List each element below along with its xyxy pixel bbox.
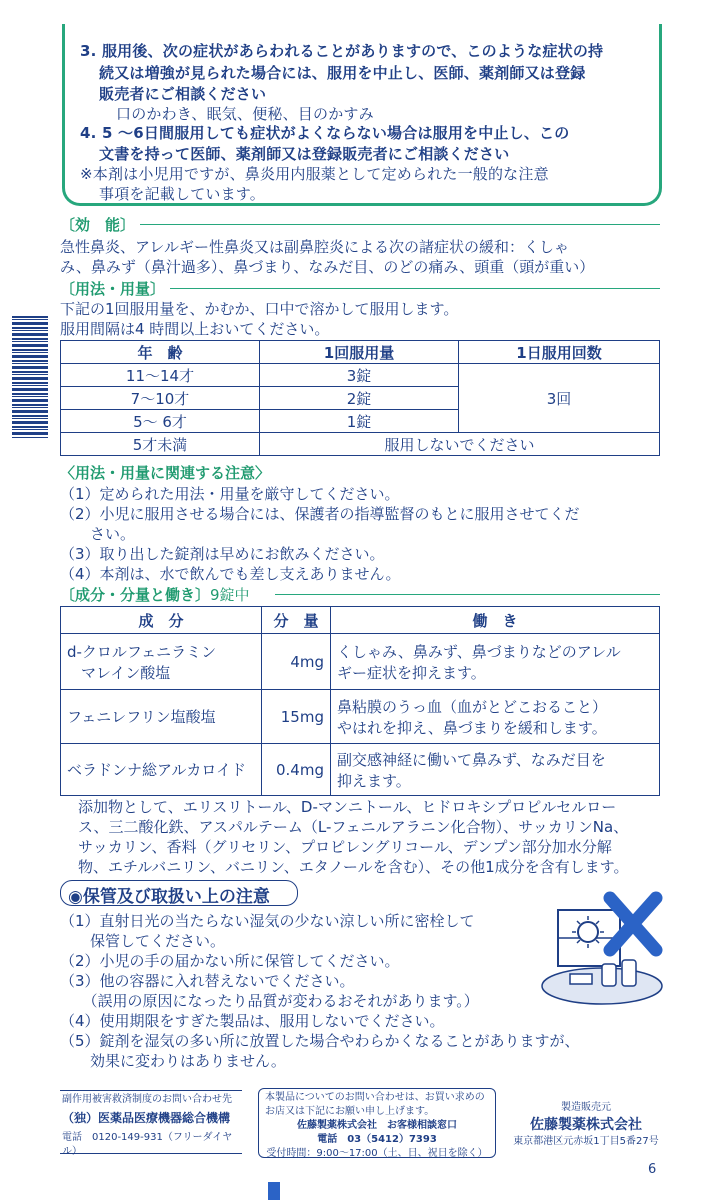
dosage-header-times: 1日服用回数 — [459, 341, 660, 364]
ingredient-action-line: やはれを抑え、鼻づまりを緩和します。 — [337, 718, 607, 737]
ingredient-action-line: くしゃみ、鼻みず、鼻づまりなどのアレル — [337, 642, 621, 661]
warning-item3-line1: 3. 服用後、次の症状があらわれることがありますので、このような症状の持 — [80, 42, 604, 60]
registration-mark — [268, 1182, 280, 1200]
warning-item3-line3: 販売者にご相談ください — [99, 85, 267, 103]
ingredient-name — [61, 744, 262, 796]
ingredients-heading-text: 〔成分・分量と働き〕 — [60, 586, 211, 604]
ingredient-name-line: マレイン酸塩 — [81, 663, 171, 682]
dosage-age-under5: 5才未満 — [61, 433, 260, 456]
ingredients-table — [60, 606, 660, 796]
maker-name: 佐藤製薬株式会社 — [530, 1117, 642, 1133]
ingredient-action-line: 抑えます。 — [337, 771, 411, 790]
storage-heading: ◉保管及び取扱い上の注意 — [68, 887, 270, 907]
ingredient-action-line: 鼻粘膜のうっ血（血がとどこおること） — [337, 697, 608, 716]
additives-line: ス、三二酸化鉄、アスパルテーム（L-フェニルアラニン化合物）、サッカリンNa、 — [78, 818, 629, 836]
dosage-note-line: （1）定められた用法・用量を厳守してください。 — [60, 485, 400, 503]
bottle-icon — [602, 964, 616, 986]
ingredients-header-name: 成 分 — [61, 607, 262, 634]
relief-phone: 電話 0120-149-931（フリーダイヤル） — [62, 1132, 233, 1157]
inquiry-hours: 受付時間：9:00～17:00（土、日、祝日を除く） — [266, 1148, 488, 1159]
dosage-table — [60, 340, 660, 456]
storage-line: 効果に変わりはありません。 — [60, 1052, 286, 1070]
ingredient-amount: 15mg — [262, 690, 331, 744]
inquiry-company: 佐藤製薬株式会社 お客様相談窓口 — [297, 1120, 457, 1131]
dosage-dose: 2錠 — [260, 387, 459, 410]
storage-line: （4）使用期限をすぎた製品は、服用しないでください。 — [60, 1012, 445, 1030]
dosage-age: 7～10才 — [61, 387, 260, 410]
additives-line: サッカリン、香料（グリセリン、プロピレングリコール、デンプン部分加水分解 — [78, 838, 612, 856]
ingredients-heading — [60, 584, 250, 605]
efficacy-line1: 急性鼻炎、アレルギー性鼻炎又は副鼻腔炎による次の諸症状の緩和：くしゃ — [60, 238, 570, 256]
warning-item4-line1: 4. 5 ～6日間服用しても症状がよくならない場合は服用を中止し、この — [80, 124, 570, 142]
storage-line: （誤用の原因になったり品質が変わるおそれがあります。） — [60, 992, 479, 1010]
ingredient-action — [331, 690, 660, 744]
warning-item4-line2: 文書を持って医師、薬剤師又は登録販売者にご相談ください — [99, 145, 510, 163]
warning-item3-line2: 続又は増強が見られた場合には、服用を中止し、医師、薬剤師又は登録 — [99, 64, 586, 82]
barcode — [12, 316, 48, 438]
efficacy-rule — [140, 224, 660, 225]
warning-note-line2: 事項を記載しています。 — [99, 185, 266, 203]
dosage-note-line: （4）本剤は、水で飲んでも差し支えありません。 — [60, 565, 401, 583]
inquiry-box — [258, 1088, 496, 1158]
ingredients-header-action: 働 き — [331, 607, 660, 634]
relief-org: （独）医薬品医療機器総合機構 — [62, 1111, 231, 1125]
dosage-line1: 下記の1回服用量を、かむか、口中で溶かして服用します。 — [60, 300, 459, 318]
dosage-note-line: （2）小児に服用させる場合には、保護者の指導監督のもとに服用させてくだ — [60, 505, 580, 523]
warning-symptoms: 口のかわき、眠気、便秘、目のかすみ — [116, 105, 374, 123]
inquiry-phone: 電話 03（5412）7393 — [317, 1134, 437, 1145]
dosage-dose: 1錠 — [260, 410, 459, 433]
ingredient-action-line: ギー症状を抑えます。 — [337, 663, 486, 682]
warning-note-line1: ※本剤は小児用ですが、鼻炎用内服薬として定められた一般的な注意 — [80, 165, 549, 183]
dosage-age: 11～14才 — [61, 364, 260, 387]
efficacy-heading: 〔効 能〕 — [60, 216, 136, 234]
ingredient-amount: 0.4mg — [262, 744, 331, 796]
dosage-dose: 3錠 — [260, 364, 459, 387]
ingredient-name — [61, 690, 262, 744]
storage-line: （2）小児の手の届かない所に保管してください。 — [60, 952, 400, 970]
ingredient-name-line: d-クロルフェニラミン — [67, 642, 217, 661]
dosage-line2: 服用間隔は4 時間以上おいてください。 — [60, 320, 330, 338]
maker-label: 製造販売元 — [561, 1102, 611, 1113]
ingredient-name-line: フェニレフリン塩酸塩 — [67, 708, 216, 726]
ingredient-action-line: 副交感神経に働いて鼻みず、なみだ目を — [337, 750, 606, 769]
dosage-age: 5～ 6才 — [61, 410, 260, 433]
storage-line: 保管してください。 — [60, 932, 226, 950]
storage-line: （5）錠剤を湿気の多い所に放置した場合やわらかくなることがありますが、 — [60, 1032, 580, 1050]
sun-icon — [578, 922, 598, 942]
dosage-note-line: さい。 — [60, 525, 136, 543]
ingredients-heading-suffix: 9錠中 — [210, 586, 250, 604]
package-icon — [570, 974, 592, 984]
dosage-note-line: （3）取り出した錠剤は早めにお飲みください。 — [60, 545, 385, 563]
additives-line: 添加物として、エリスリトール、D-マンニトール、ヒドロキシプロピルセルロー — [78, 798, 617, 816]
storage-line: （1）直射日光の当たらない湿気の少ない涼しい所に密栓して — [60, 912, 475, 930]
relief-title: 副作用被害救済制度のお問い合わせ先 — [62, 1094, 232, 1105]
ingredients-header-amount: 分 量 — [262, 607, 331, 634]
dosage-heading: 〔用法・用量〕 — [60, 280, 166, 298]
relief-box-inner — [60, 1090, 242, 1157]
storage-line: （3）他の容器に入れ替えないでください。 — [60, 972, 355, 990]
ingredient-action — [331, 744, 660, 796]
maker-address: 東京都港区元赤坂1丁目5番27号 — [513, 1136, 659, 1147]
additives-line: 物、エチルバニリン、バニリン、エタノールを含む）、その他1成分を含有します。 — [78, 858, 629, 876]
inquiry-line: 本製品についてのお問い合わせは、お買い求めの — [265, 1092, 485, 1103]
dosage-header-dose: 1回服用量 — [260, 341, 459, 364]
ingredients-rule — [275, 594, 660, 595]
ingredient-name — [61, 634, 262, 690]
inquiry-line: お店又は下記にお願い申し上げます。 — [265, 1106, 435, 1117]
dosage-rule — [170, 288, 660, 289]
relief-box — [60, 1090, 242, 1158]
dosage-under5-text: 服用しないでください — [260, 433, 660, 456]
efficacy-line2: み、鼻みず（鼻汁過多）、鼻づまり、なみだ目、のどの痛み、頭重（頭が重い） — [60, 258, 595, 276]
dosage-notes-heading: 〈用法・用量に関連する注意〉 — [60, 464, 271, 482]
page-number: 6 — [648, 1162, 657, 1177]
storage-illustration — [536, 890, 666, 1010]
bottle-icon — [622, 960, 636, 986]
ingredient-action — [331, 634, 660, 690]
ingredient-name-line: ベラドンナ総アルカロイド — [67, 761, 246, 779]
ingredient-amount: 4mg — [262, 634, 331, 690]
dosage-header-age: 年 齢 — [61, 341, 260, 364]
dosage-times: 3回 — [459, 364, 660, 433]
